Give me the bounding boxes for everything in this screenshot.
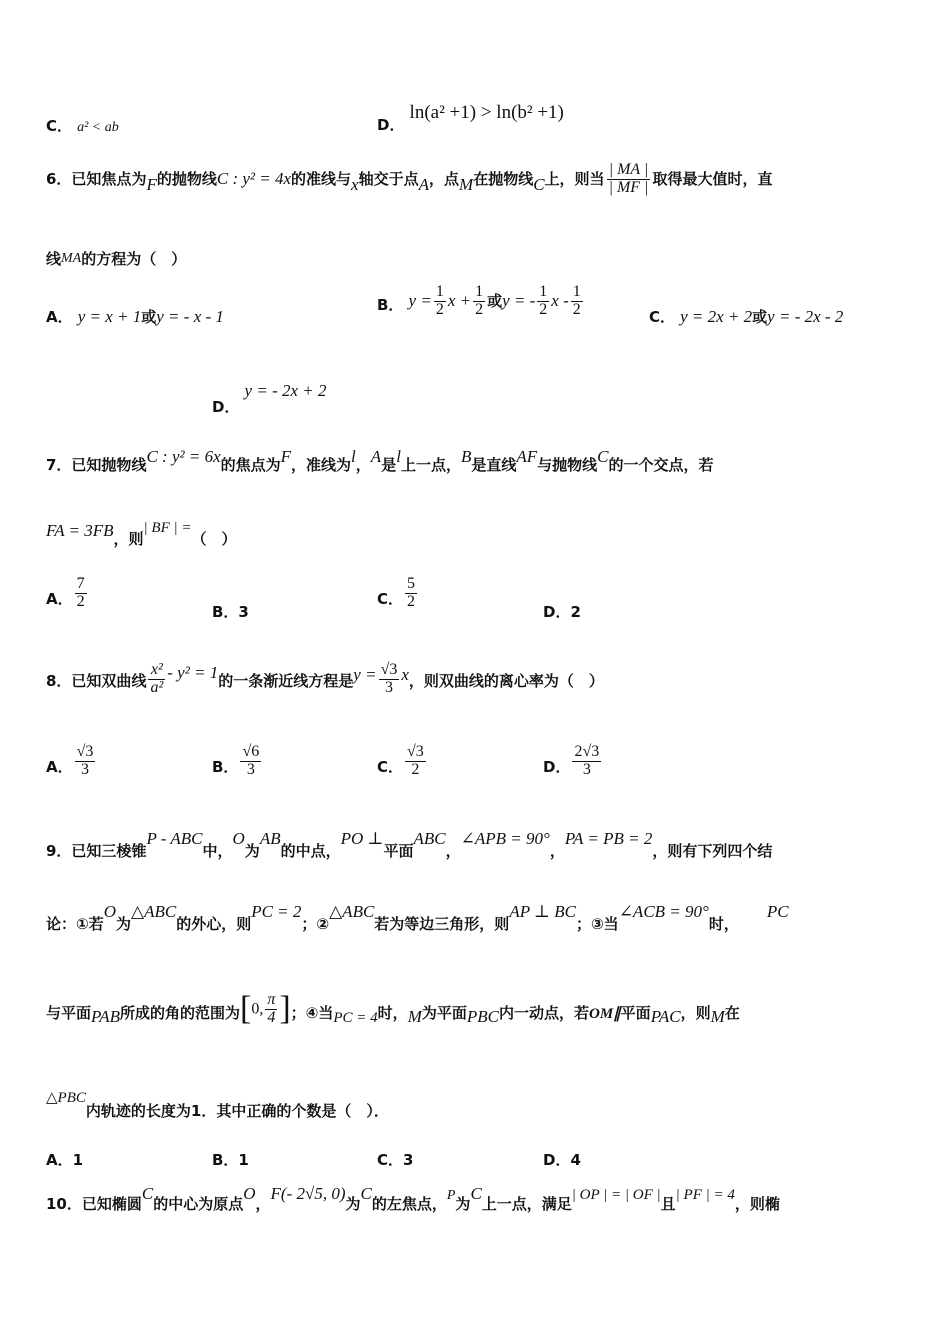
q9-stem-line3 [46, 990, 740, 1028]
q9-var-m: M [407, 1006, 422, 1026]
q7-text: 的一个交点，若 [608, 456, 714, 474]
q6-option-c-math2: y = - 2x - 2 [767, 307, 844, 326]
q9-text: ， [549, 842, 565, 860]
q9-pi: π [267, 990, 276, 1008]
q9-var-ab: AB [259, 829, 281, 848]
q10-text: 为 [345, 1195, 361, 1213]
q6-option-d [212, 380, 327, 416]
q6-option-b-math2: y = - [502, 290, 536, 310]
q6-text: 轴交于点 [358, 169, 419, 188]
q10-text: ， [255, 1195, 271, 1213]
q9-plane-pab: PAB [91, 1006, 120, 1026]
q9-text: 时， [377, 1003, 408, 1022]
q8-d-num: 2√3 [574, 743, 600, 760]
q9-triangle-abc: △ABC [131, 902, 177, 921]
q10-var-c: C [360, 1184, 372, 1203]
q7-text: 7．已知抛物线 [46, 456, 147, 474]
q8-asym-num: √3 [380, 661, 398, 678]
q9-triangle-abc: △ABC [329, 902, 375, 921]
q6-option-d-label: D． [212, 398, 240, 416]
q6-stem-line1 [46, 162, 772, 197]
q6-option-b-half2 [473, 284, 485, 319]
q8-option-c-label: C． [377, 757, 404, 776]
q6-option-c-or: 或 [752, 308, 768, 326]
q7-text: ，则 [113, 530, 144, 548]
q7-text: ， [355, 456, 371, 474]
q8-option-d-label: D． [543, 757, 571, 776]
q9-ap-perp-bc: AP ⊥ BC [509, 902, 576, 921]
q6-text: ，点 [429, 169, 460, 188]
q6-half-num: 1 [435, 283, 444, 300]
q8-b-den: 3 [240, 761, 261, 779]
q8-asymptote-x: x [401, 664, 409, 684]
q9-option-c: C．3 [377, 1151, 414, 1169]
q9-text: 平面 [383, 842, 414, 860]
q9-pc-2: PC = 2 [251, 902, 302, 921]
q6-option-a-math1: y = x + 1 [77, 307, 142, 326]
q10-var-o: O [243, 1184, 256, 1203]
q6-text: 取得最大值时，直 [652, 169, 773, 188]
q9-bracket-open: [ [240, 990, 252, 1027]
q7-var-c: C [597, 447, 609, 466]
q10-text: 且 [660, 1195, 676, 1213]
q9-triangle-pbc: △PBC [46, 1090, 86, 1106]
q7-var-b: B [460, 447, 472, 466]
q9-text: 时， [708, 915, 739, 933]
q6-text: 在抛物线 [473, 169, 534, 188]
q7-var-l: l [351, 447, 356, 466]
q8-a-num: √3 [76, 743, 94, 760]
q10-text: ，则椭 [734, 1195, 780, 1213]
q9-text: ，则有下列四个结 [652, 842, 773, 860]
q9-text: 为 [244, 842, 260, 860]
q6-option-d-math: y = - 2x + 2 [244, 381, 327, 400]
q6-option-b: B． y = $\frac{1}{2}$ x + $\frac{1}{2}$ 或y = - $\frac{1}{2}$ x - $\frac{1}{2}$ [377, 283, 581, 318]
q6-option-b-or: 或 [487, 291, 503, 310]
q10-text: 10．已知椭圆 [46, 1195, 142, 1213]
q7-a-den: 2 [76, 592, 85, 610]
q6-half-num: 1 [539, 283, 548, 300]
q7-option-d: D．2 [543, 603, 581, 621]
q7-option-a [46, 576, 89, 611]
q9-text: 9．已知三棱锥 [46, 842, 147, 860]
q10-var-c: C [470, 1184, 482, 1203]
q9-var-o: O [232, 829, 245, 848]
q9-plane-pac: PAC [650, 1006, 681, 1026]
q6-curve: C : y² = 4x [216, 168, 292, 188]
q7-text: 是 [381, 456, 397, 474]
q6-half-den: 2 [435, 300, 444, 318]
q9-text: 内一动点，若 [498, 1003, 589, 1022]
q8-b-num: √6 [242, 743, 260, 760]
q7-stem-line2 [46, 516, 237, 548]
q8-option-a-label: A． [46, 757, 73, 776]
q9-angle-acb: ∠ACB = 90° [618, 902, 709, 921]
q8-hyperbola-rest: - y² = 1 [167, 662, 219, 682]
q8-option-a-frac [75, 744, 96, 779]
q6-option-b-math1: y = [408, 290, 432, 310]
q5-option-d-label: D． [377, 116, 405, 134]
q8-option-d-frac [572, 744, 601, 779]
q6-option-a-or: 或 [141, 308, 157, 326]
q9-text: 的外心，则 [176, 915, 252, 933]
q6-var-ma: MA [61, 251, 82, 266]
q8-hyperbola-frac [148, 662, 165, 697]
q5-option-c-label: C． [46, 117, 73, 135]
q9-text: 在 [724, 1003, 740, 1022]
q6-text: 的准线与 [291, 169, 352, 188]
q8-option-b-label: B． [212, 757, 239, 776]
q10-pf: | PF | = 4 [675, 1187, 735, 1203]
q9-var-m: M [710, 1006, 725, 1026]
q5-option-d [377, 102, 564, 134]
q8-option-b-frac [240, 744, 261, 779]
q7-curve: C : y² = 6x [146, 447, 221, 466]
q6-option-c [649, 306, 843, 327]
q9-var-pc: PC [766, 902, 789, 921]
q9-range-frac [265, 992, 277, 1027]
q9-pc-4: PC = 4 [333, 1009, 378, 1026]
q7-condition: FA = 3FB [46, 521, 114, 540]
q8-a-den: 3 [75, 761, 96, 779]
q6-var-m: M [459, 174, 474, 194]
q9-option-a: A．1 [46, 1151, 84, 1169]
q9-pyramid: P - ABC [146, 829, 203, 848]
q6-text: 上，则当 [544, 169, 605, 188]
q6-text: 的抛物线 [156, 169, 217, 188]
q8-option-b [212, 744, 263, 779]
q7-option-a-label: A． [46, 589, 73, 608]
q9-text: 若为等边三角形，则 [374, 915, 510, 933]
q6-option-c-math1: y = 2x + 2 [680, 307, 753, 326]
q8-d-den: 3 [572, 761, 601, 779]
q7-option-c [377, 576, 419, 611]
q9-four: 4 [265, 1009, 277, 1027]
q8-c-den: 2 [405, 761, 426, 779]
q7-option-b: B．3 [212, 603, 249, 621]
q9-range-zero: 0, [251, 1000, 264, 1018]
q7-bf: | BF | = [143, 520, 192, 536]
q7-text: 是直线 [471, 456, 517, 474]
q9-text: ，则 [680, 1003, 711, 1022]
q9-plane-pbc: PBC [466, 1006, 499, 1026]
q5-option-d-math: ln(a² +1) > ln(b² +1) [409, 102, 564, 123]
q10-text: 上一点，满足 [481, 1195, 572, 1213]
q6-ratio-fraction [607, 162, 651, 197]
q9-text: 为 [115, 915, 131, 933]
q6-text: 的方程为（ ） [81, 250, 187, 268]
q7-option-a-frac [75, 576, 87, 611]
q10-var-c: C [141, 1184, 154, 1203]
q9-po-perp: PO ⊥ [340, 829, 384, 848]
q6-ratio-num: | MA | [608, 161, 649, 178]
q10-text: 的中心为原点 [153, 1195, 244, 1213]
q7-text: 与抛物线 [537, 456, 598, 474]
q7-option-c-label: C． [377, 589, 404, 608]
q9-stem-line4 [46, 1086, 389, 1120]
q8-c-num: √3 [407, 743, 424, 760]
q8-num: x² [150, 661, 163, 678]
q9-text: ；③当 [575, 915, 619, 933]
q6-option-a [46, 306, 224, 327]
q10-var-p: P [446, 1188, 456, 1203]
q9-text: 中， [202, 842, 233, 860]
q6-text: 线 [46, 250, 62, 268]
q6-option-a-label: A． [46, 308, 73, 326]
q9-text: 论：①若 [46, 915, 104, 933]
q9-stem-line1 [46, 828, 773, 860]
q9-text: 与平面 [46, 1003, 92, 1022]
q7-text: （ ） [191, 530, 237, 548]
q6-var-a: A [418, 174, 429, 194]
q9-bracket-close: ] [279, 990, 291, 1027]
q8-option-d [543, 744, 603, 779]
q6-half-num: 1 [572, 283, 581, 300]
q7-var-a: A [370, 447, 382, 466]
q8-text: 8．已知双曲线 [46, 671, 147, 690]
q6-option-c-label: C． [649, 308, 676, 326]
q8-asymptote-frac [379, 662, 400, 697]
q7-text: 的焦点为 [220, 456, 281, 474]
q8-text: 的一条渐近线方程是 [218, 671, 354, 690]
q9-text: ；② [301, 915, 330, 933]
q10-stem-line1 [46, 1183, 780, 1213]
q8-option-a [46, 744, 97, 779]
q6-option-b-half1 [434, 284, 446, 319]
q8-text: ，则双曲线的离心率为（ ） [408, 671, 604, 690]
q9-angle-apb: ∠APB = 90° [460, 829, 550, 848]
q7-option-c-frac [405, 576, 417, 611]
q8-den: a² [150, 678, 164, 696]
q8-option-c [377, 744, 428, 779]
q6-var-x: x [351, 174, 359, 194]
q7-var-l: l [396, 447, 401, 466]
q9-om-parallel: OM∥ [589, 1005, 621, 1022]
q8-asymptote-y: y = [353, 664, 377, 684]
q6-half-den: 2 [539, 300, 548, 318]
q8-stem [46, 662, 604, 697]
q7-a-num: 7 [76, 575, 85, 592]
q6-ratio-den: | MF | [608, 178, 649, 196]
q6-option-b-label: B． [377, 295, 404, 314]
q9-stem-line2 [46, 901, 789, 933]
q6-option-a-math2: y = - x - 1 [156, 307, 224, 326]
q9-text: 的中点， [280, 842, 341, 860]
q7-var-af: AF [516, 447, 538, 466]
q6-half-num: 1 [475, 283, 484, 300]
q9-plane-abc: ABC [413, 829, 446, 848]
q6-half-den: 2 [572, 300, 581, 318]
q10-text: 的左焦点， [371, 1195, 447, 1213]
q8-asym-den: 3 [379, 679, 400, 697]
q6-option-b-half4 [571, 284, 583, 319]
q7-text: ，准线为 [291, 456, 352, 474]
q7-stem-line1 [46, 446, 714, 474]
q7-c-den: 2 [407, 592, 416, 610]
q9-text: 为平面 [421, 1003, 467, 1022]
q7-c-num: 5 [407, 575, 416, 592]
q7-var-f: F [280, 447, 292, 466]
q9-option-d: D．4 [543, 1151, 581, 1169]
q6-var-f: F [146, 174, 157, 194]
q9-option-b: B．1 [212, 1151, 249, 1169]
q9-text: ；④当 [290, 1003, 334, 1022]
q9-text: 内轨迹的长度为1．其中正确的个数是（ ）． [85, 1102, 389, 1120]
q8-option-c-frac [405, 744, 426, 779]
q5-option-c [46, 115, 119, 136]
q6-stem-line2 [46, 248, 186, 269]
q6-text: 6．已知焦点为 [46, 169, 147, 188]
q10-op-of: | OP | = | OF | [571, 1187, 661, 1203]
q9-text: 所成的角的范围为 [119, 1003, 240, 1022]
q5-option-c-math: a² < ab [77, 120, 119, 135]
q7-text: 上一点， [400, 456, 461, 474]
q9-text: ， [445, 842, 461, 860]
q6-var-c: C [533, 174, 545, 194]
q6-option-b-half3 [537, 284, 549, 319]
q9-pa-pb: PA = PB = 2 [564, 829, 653, 848]
q9-text: 平面 [620, 1003, 651, 1022]
q10-text: 为 [455, 1195, 471, 1213]
q10-focus: F(- 2√5, 0) [270, 1184, 346, 1203]
q6-half-den: 2 [475, 300, 484, 318]
q9-var-o: O [103, 902, 116, 921]
